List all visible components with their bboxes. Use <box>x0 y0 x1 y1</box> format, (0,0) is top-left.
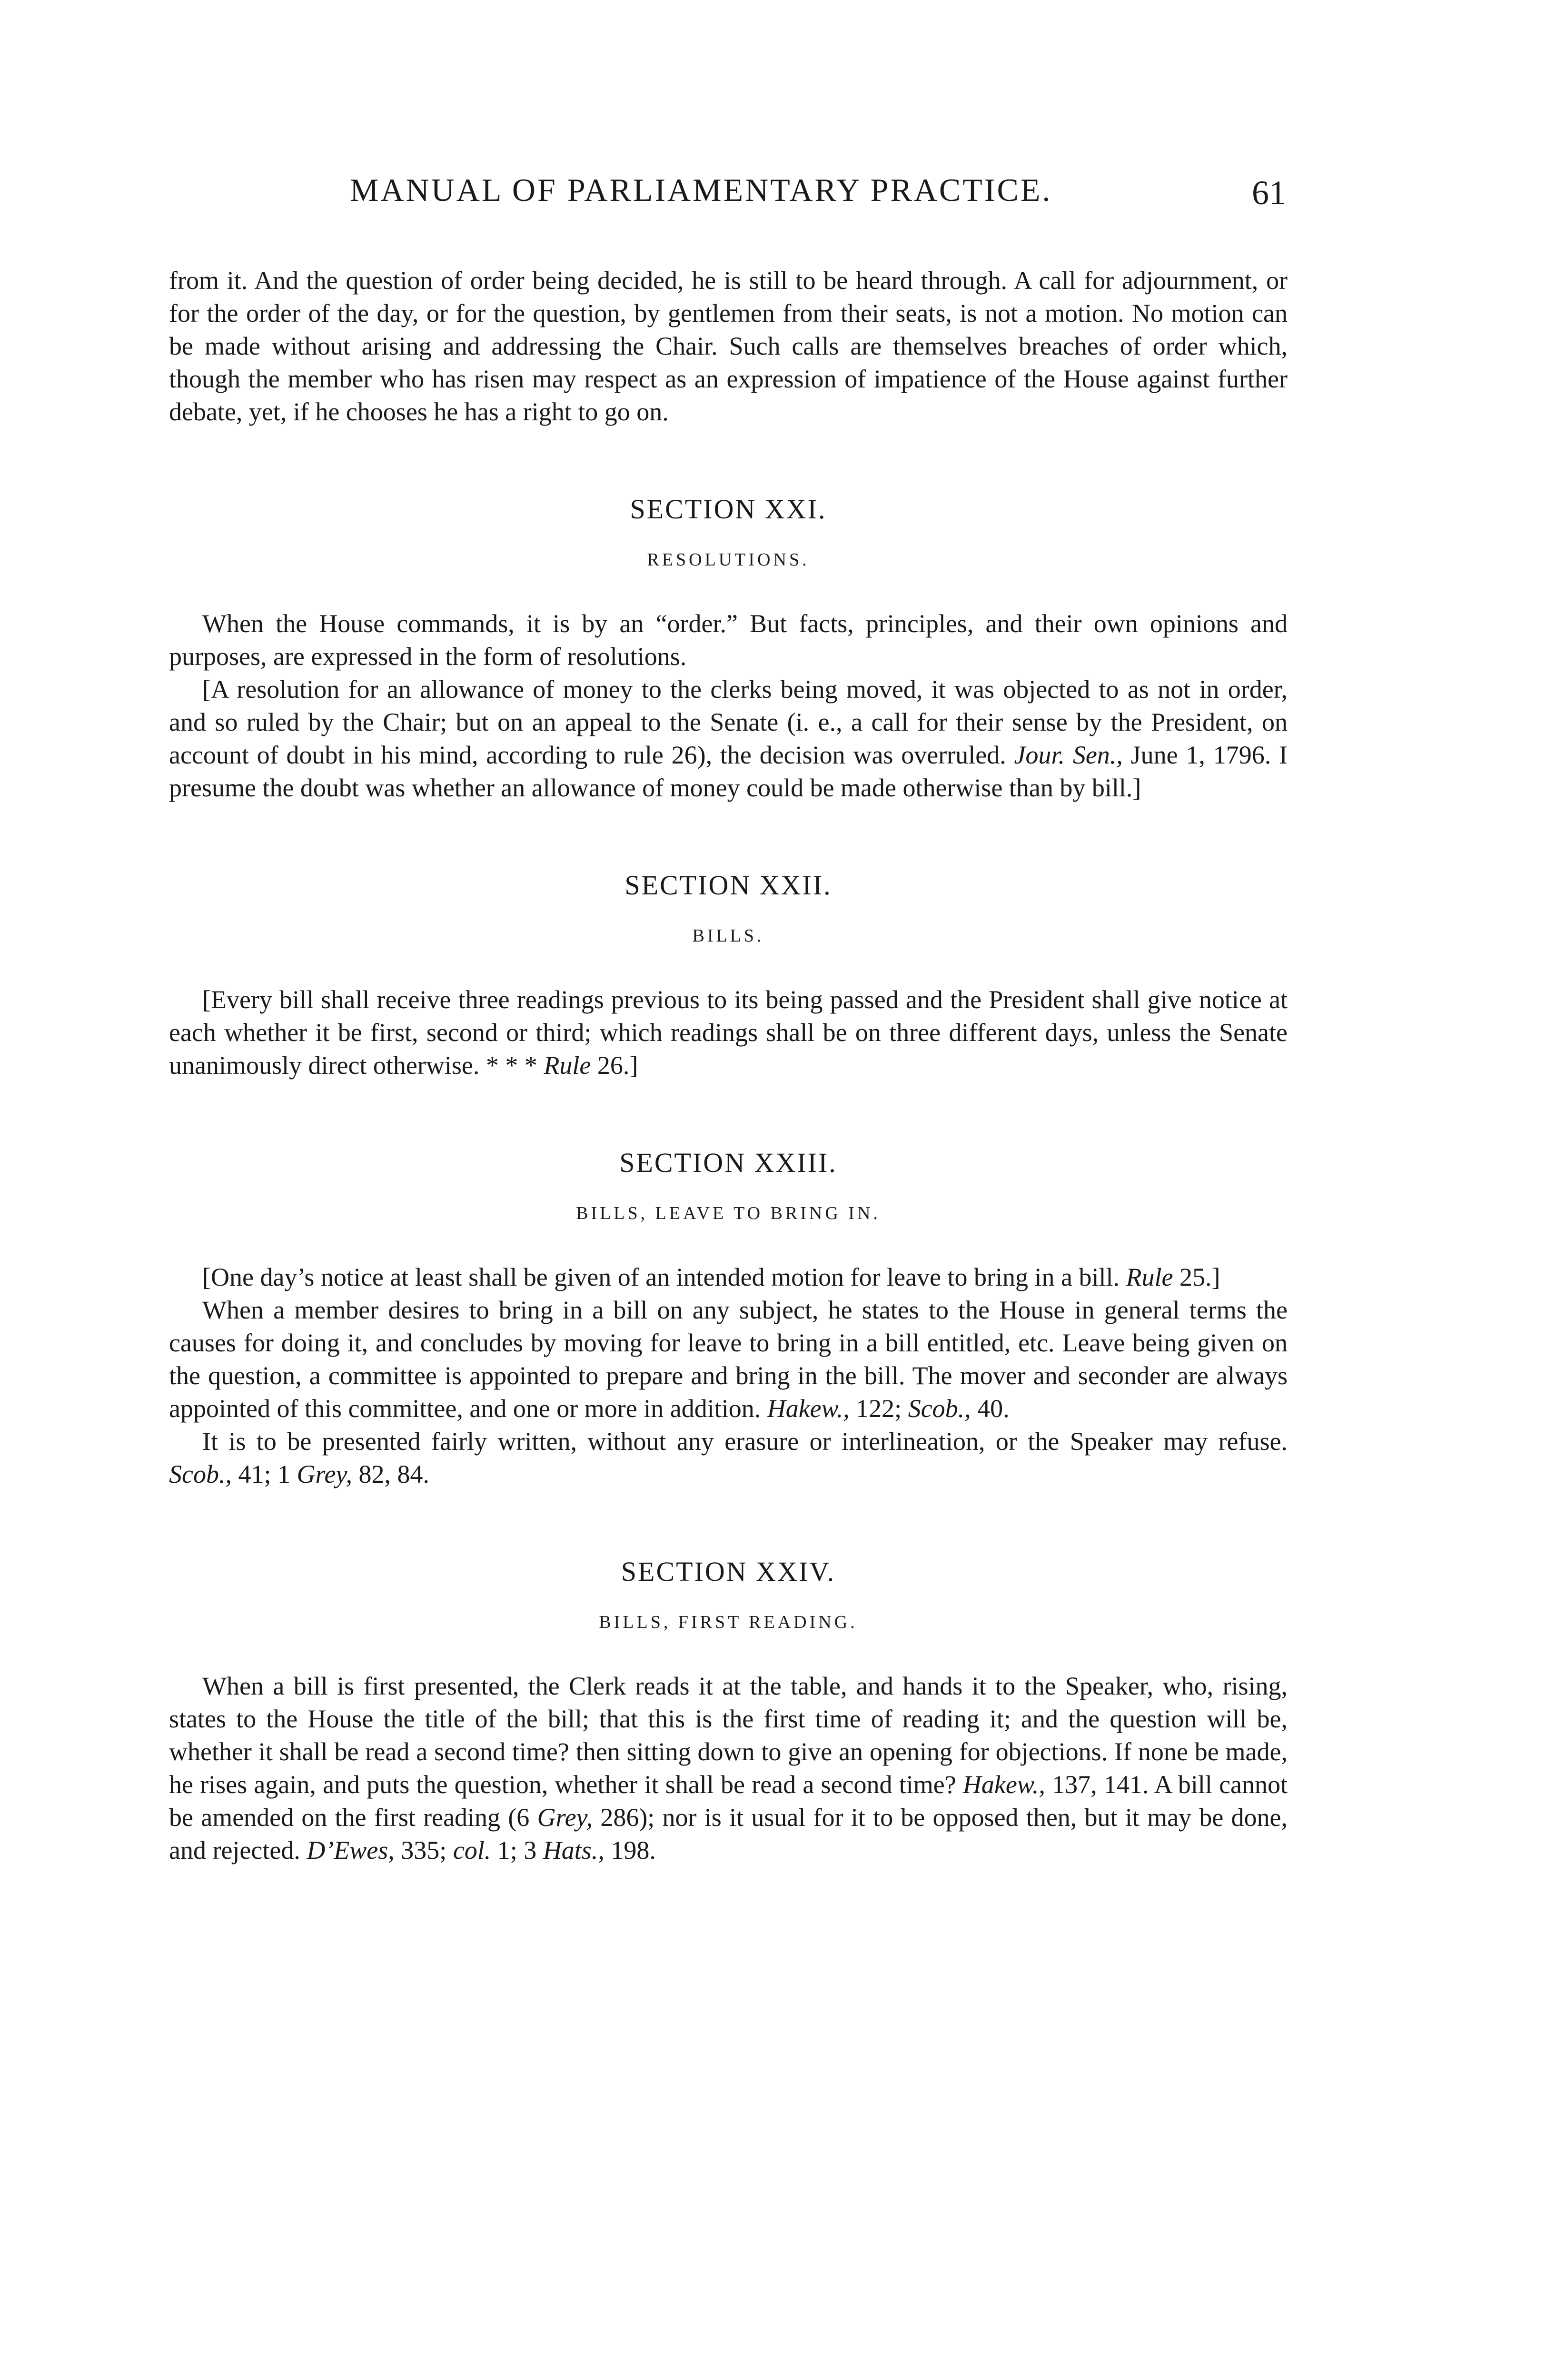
text-run: 122; <box>856 1394 902 1423</box>
citation: Rule <box>544 1051 591 1080</box>
section-xxiii <box>169 1144 1288 1491</box>
section-heading: SECTION XXIII. <box>619 1147 837 1178</box>
citation: Grey, <box>537 1803 593 1832</box>
citation: Scob., <box>908 1394 971 1423</box>
text-run: 286); nor is it usual for it to be opposed then, but it may be done, and rejected. <box>169 1803 1288 1864</box>
text-run: [A resolution for an allowance of money to the clerks being moved, it was objected to as not in order, and so ruled by the Chair; but on an appeal to the Senate (i. e., a call for their sense by the President, on account of doubt in his mind, according to rule 26), the decision was overruled. <box>169 675 1288 769</box>
section-heading: SECTION XXI. <box>630 494 827 525</box>
text-run: 41; 1 <box>238 1460 290 1488</box>
text-run: June 1, 1796. I presume the doubt was whether an allowance of money could be made otherwise than by bill.] <box>169 741 1288 802</box>
continued-paragraph: from it. And the question of order being decided, he is still to be heard through. A call for adjournment, or for the order of the day, or for the question, by gentlemen from their seats, is not a motion. No motion can be made without arising and addressing the Chair. Such calls are themselves breaches of order which, though the member who has risen may respect as an expression of impatience of the House against further debate, yet, if he chooses he has a right to go on. <box>169 266 1288 426</box>
section-xxiv <box>169 1553 1288 1867</box>
paragraph: When the House commands, it is by an “order.” But facts, principles, and their own opinions and purposes, are expressed in the form of resolutions. <box>169 609 1288 671</box>
page-header <box>0 171 1546 219</box>
section-heading: SECTION XXII. <box>624 870 832 901</box>
text-run: 82, 84. <box>358 1460 429 1488</box>
text-run: 26.] <box>597 1051 638 1080</box>
paragraph <box>169 1261 1288 1294</box>
asterisks: * * * <box>486 1051 537 1080</box>
citation: Hats., <box>543 1836 605 1864</box>
text-run: [Every bill shall receive three readings previous to its being passed and the President shall give notice at each whether it be first, second or third; which readings shall be on three different days, unless the Senate unanimously direct otherwise. <box>169 985 1288 1080</box>
paragraph <box>169 983 1288 1082</box>
citation: Jour. Sen., <box>1014 741 1123 769</box>
text-run: 198. <box>611 1836 656 1864</box>
citation: Hakew., <box>767 1394 850 1423</box>
citation: Hakew., <box>962 1770 1045 1799</box>
paragraph <box>169 1294 1288 1425</box>
page-number: 61 <box>1252 174 1286 212</box>
section-subheading: BILLS, LEAVE TO BRING IN. <box>576 1203 881 1223</box>
citation: Grey, <box>297 1460 352 1488</box>
paragraph <box>169 1670 1288 1867</box>
text-run: [One day’s notice at least shall be given of an intended motion for leave to bring in a bill. <box>202 1263 1120 1291</box>
text-run: When a bill is first presented, the Clerk reads it at the table, and hands it to the Speaker, who, rising, states to the House the title of the bill; that this is the first time of reading it; and the question will be, whether it shall be read a second time? then sitting down to give an opening for objections. If none be made, he rises again, and puts the question, whether it shall be read a second time? <box>169 1672 1288 1799</box>
text-run: 1; 3 <box>497 1836 537 1864</box>
citation: Scob., <box>169 1460 232 1488</box>
section-heading: SECTION XXIV. <box>621 1556 836 1587</box>
section-xxi <box>169 490 1288 804</box>
text-run: 40. <box>977 1394 1010 1423</box>
text-run: When a member desires to bring in a bill on any subject, he states to the House in general terms the causes for doing it, and concludes by moving for leave to bring in a bill entitled, etc. Leave being given on the question, a committee is appointed to prepare and bring in the bill. The mover and seconder are always appointed of this committee, and one or more in addition. <box>169 1296 1288 1423</box>
citation: D’Ewes, <box>307 1836 395 1864</box>
running-title: MANUAL OF PARLIAMENTARY PRACTICE. <box>350 172 1052 208</box>
page-body <box>169 264 1288 1867</box>
citation: Rule <box>1126 1263 1173 1291</box>
text-run: 335; <box>401 1836 447 1864</box>
paragraph <box>169 673 1288 804</box>
section-subheading: BILLS, FIRST READING. <box>599 1612 858 1632</box>
paragraph <box>169 1425 1288 1491</box>
section-xxii <box>169 866 1288 1082</box>
section-subheading: BILLS. <box>692 926 764 946</box>
text-run: 25.] <box>1179 1263 1220 1291</box>
text-run: 137, 141. A bill cannot be amended on the first reading (6 <box>169 1770 1288 1832</box>
text-run: It is to be presented fairly written, without any erasure or interlineation, or the Speaker may refuse. <box>202 1427 1288 1456</box>
section-subheading: RESOLUTIONS. <box>647 550 810 570</box>
citation: col. <box>453 1836 491 1864</box>
